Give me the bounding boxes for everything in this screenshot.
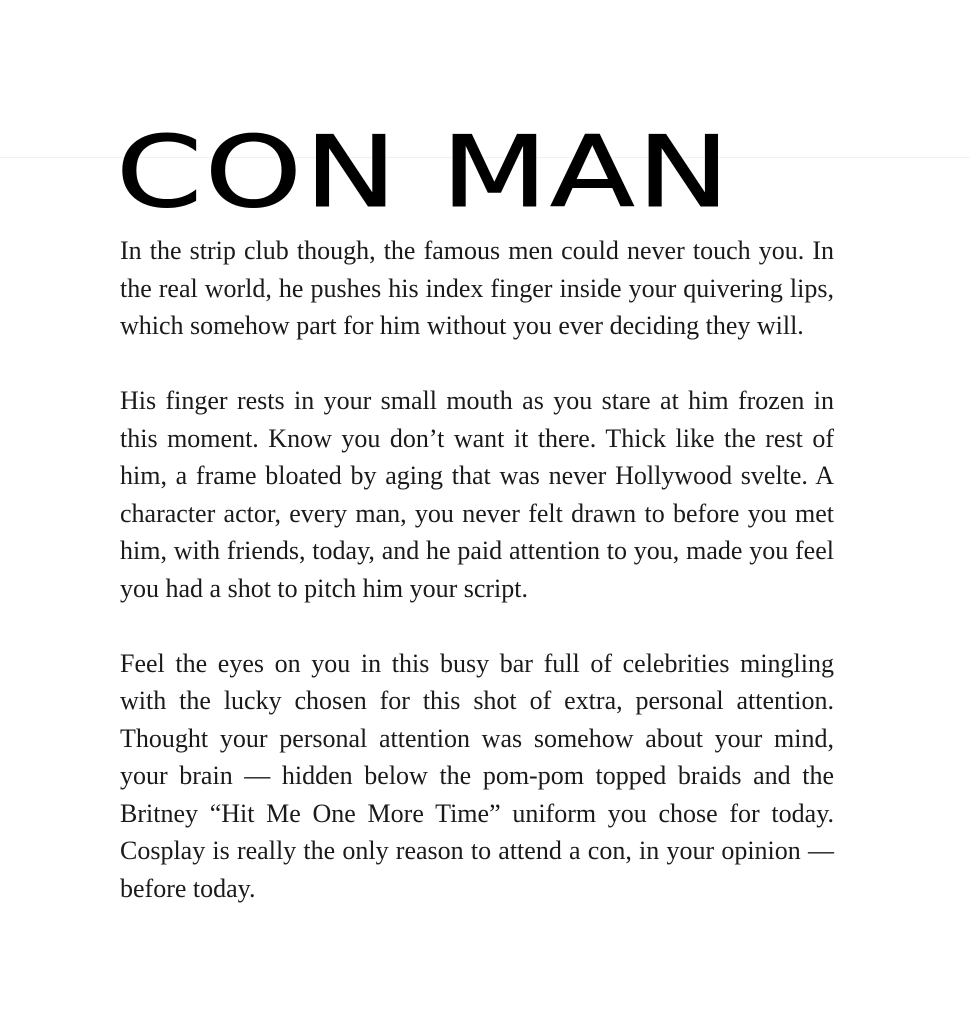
paragraph-2: His finger rests in your small mouth as you stare at him frozen in this moment. Know you don’t want it there. Thick like the rest of him, a frame bloated by aging that was never Hollywood svelte. A character actor, every man, you never felt drawn to before you met him, with friends, today, and he paid attention to you, made you feel you had a shot to pitch him your script. <box>120 386 834 603</box>
paragraph-1: In the strip club though, the famous men could never touch you. In the real world, he pushes his index finger inside your quivering lips, which somehow part for him without you ever deciding they will. <box>120 236 834 340</box>
body-text <box>120 232 834 945</box>
page-title: CON MAN <box>116 116 733 230</box>
paragraph-3: Feel the eyes on you in this busy bar full of celebrities mingling with the lucky chosen for this shot of extra, personal attention. Thought your personal attention was somehow about your mind, your brain — hidden below the pom-pom topped braids and the Britney “Hit Me One More Time” uniform you chose for today. Cosplay is really the only reason to attend a con, in your opinion — before today. <box>120 648 834 903</box>
